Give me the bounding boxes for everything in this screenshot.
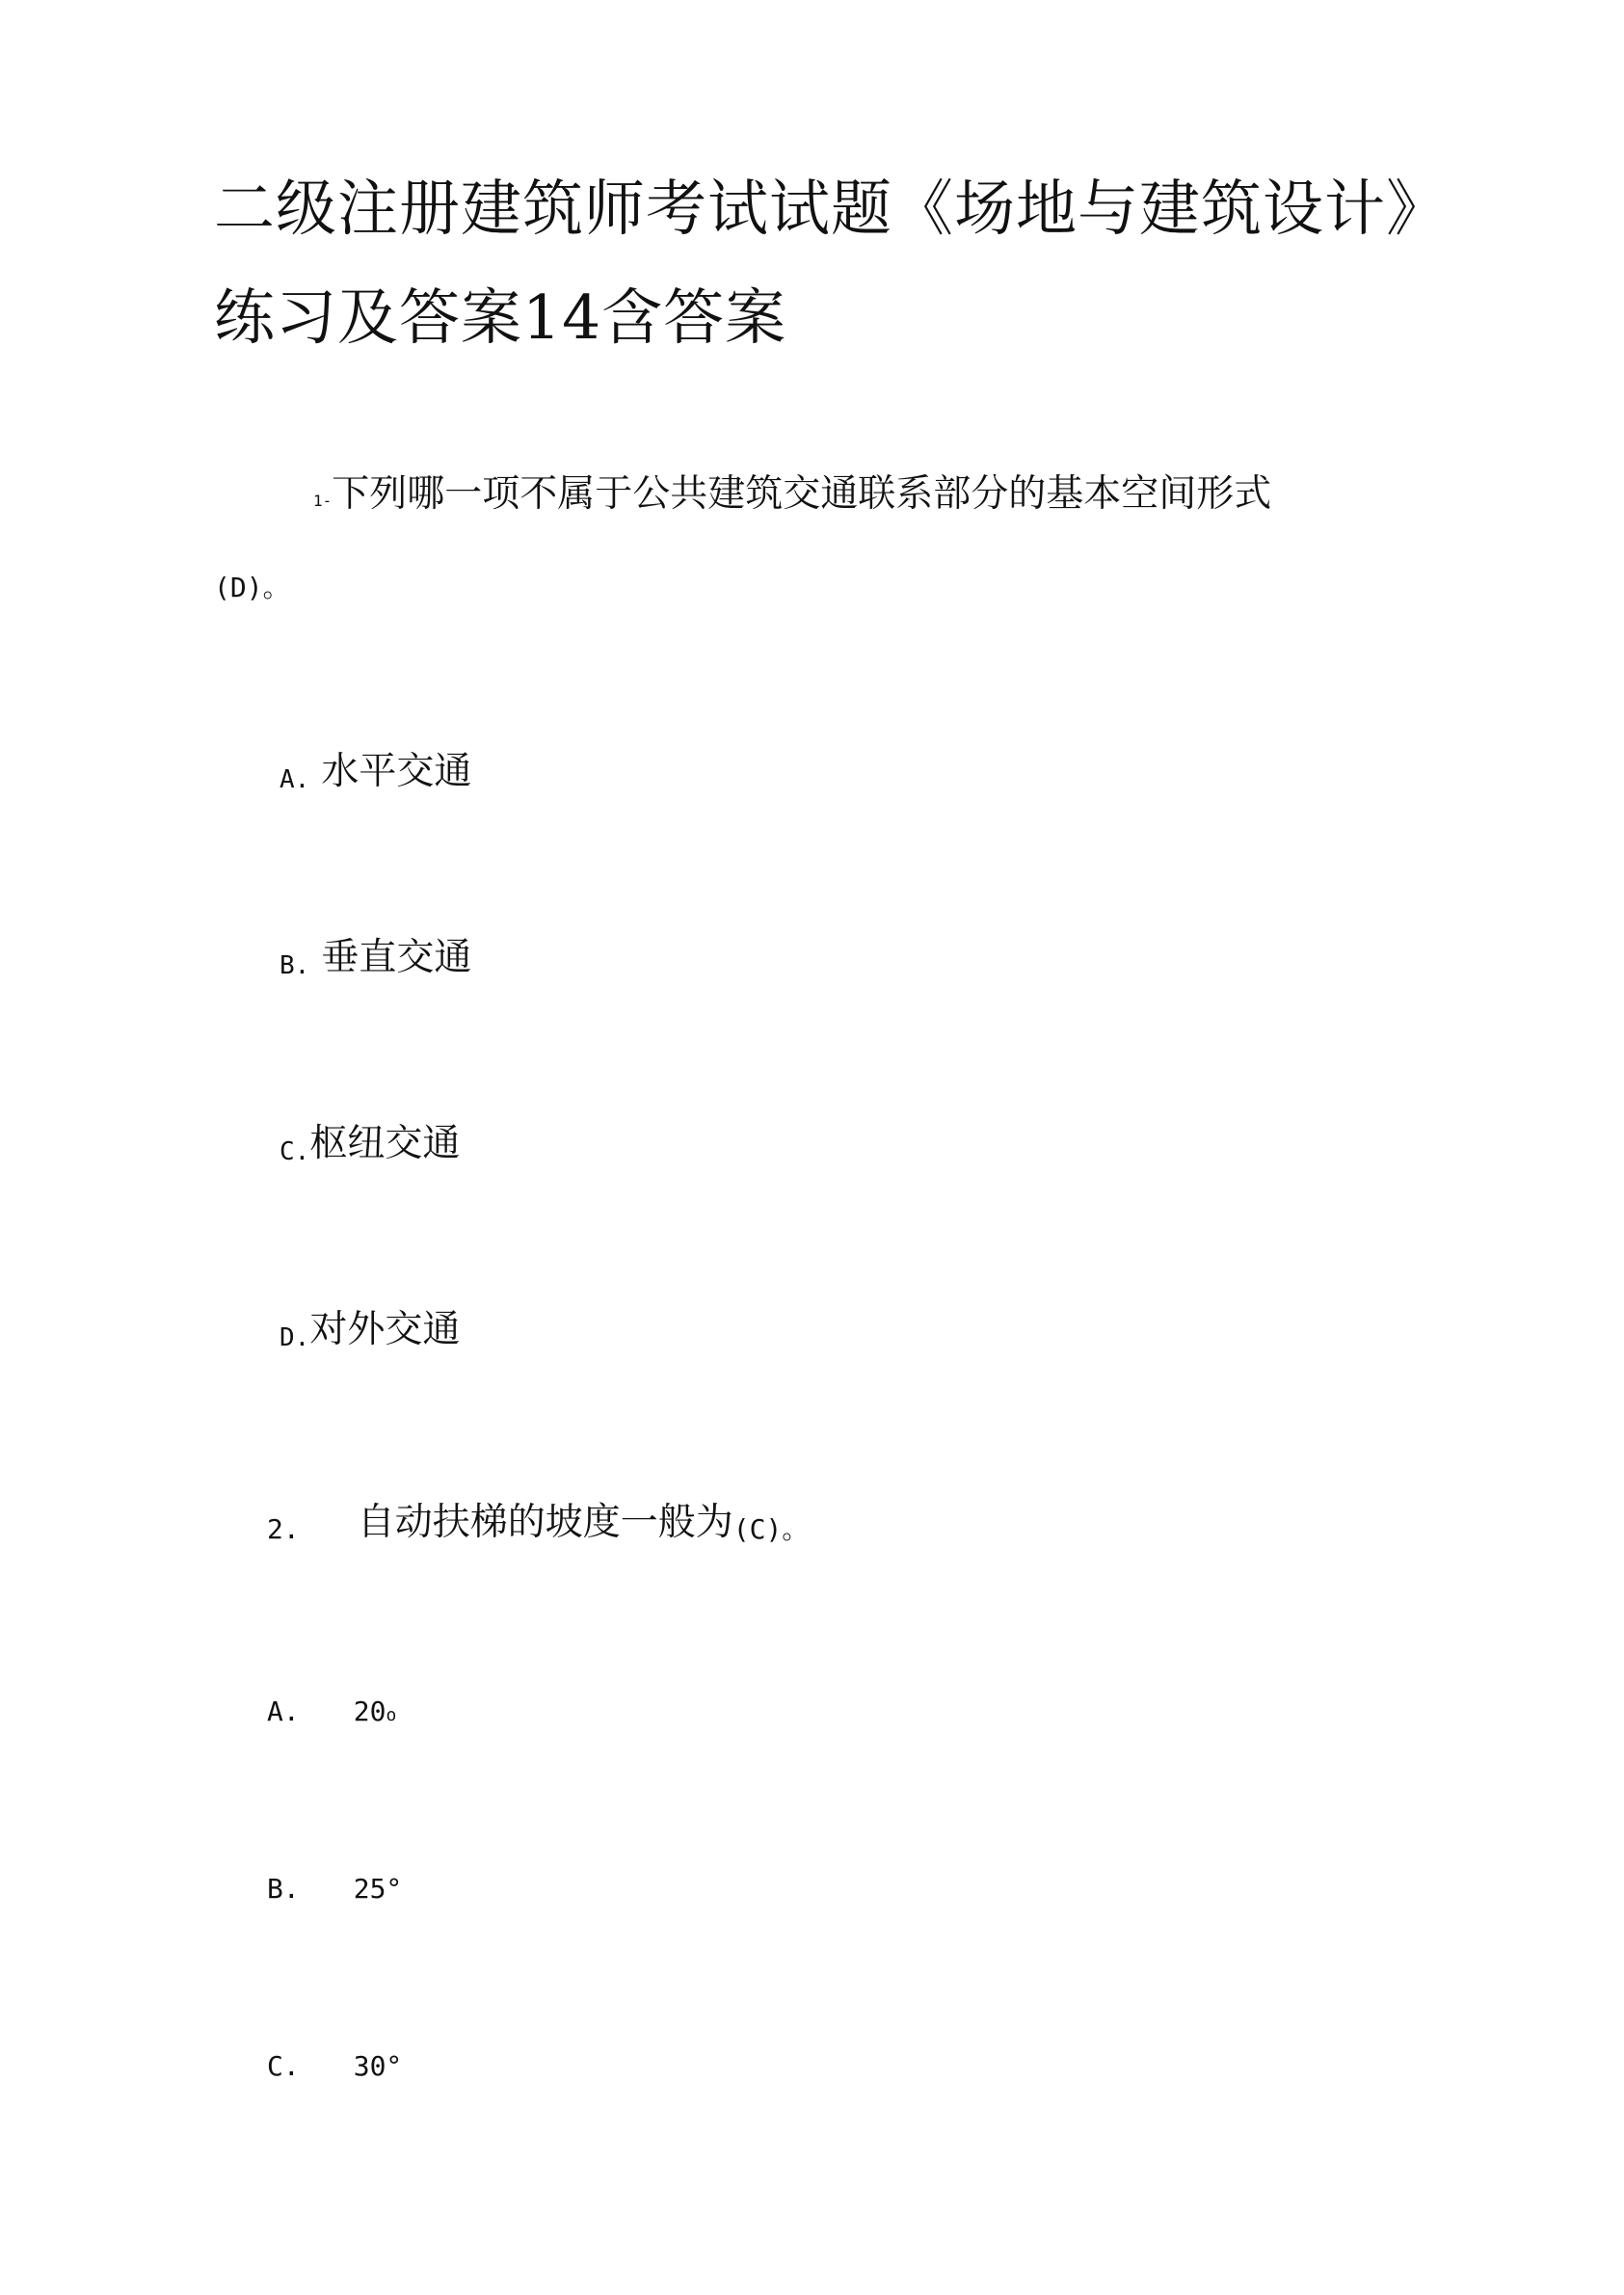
question-1-option-b — [280, 936, 472, 980]
question-1-option-a — [280, 750, 472, 794]
question-1-answer: (D)。 — [214, 572, 290, 603]
question-1-option-c — [280, 1122, 461, 1166]
question-2-number: 2. — [267, 1513, 300, 1545]
question-2-option-b — [267, 1873, 403, 1905]
option-text: 对外交通 — [309, 1308, 461, 1351]
document-title-line-1: 二级注册建筑师考试试题《场地与建筑设计》 — [214, 173, 1448, 244]
question-1-number: 1- — [313, 492, 333, 510]
question-2-option-c — [267, 2050, 403, 2082]
option-letter: B. — [267, 1873, 300, 1905]
option-letter: D. — [280, 1323, 310, 1352]
option-text: 水平交通 — [321, 750, 472, 793]
option-letter: B. — [280, 951, 310, 980]
option-text: 30° — [353, 2050, 403, 2082]
option-text: 垂直交通 — [321, 936, 472, 979]
question-1-stem-line — [313, 472, 1272, 516]
question-2-answer: (C)。 — [732, 1513, 810, 1545]
question-1-stem: 下列哪一项不属于公共建筑交通联系部分的基本空间形式 — [332, 472, 1272, 516]
question-2-stem-line — [267, 1501, 810, 1545]
option-text: 20 — [353, 1695, 386, 1727]
question-1-option-d — [280, 1308, 461, 1352]
option-letter: A. — [280, 765, 310, 794]
option-letter: C. — [267, 2050, 300, 2082]
option-suffix: o — [386, 1705, 397, 1725]
option-text: 25° — [353, 1873, 403, 1905]
question-2-option-a — [267, 1695, 397, 1727]
option-letter: C. — [280, 1137, 310, 1166]
question-2-stem: 自动扶梯的坡度一般为 — [357, 1501, 733, 1544]
option-text: 枢纽交通 — [309, 1122, 461, 1165]
document-title-line-2: 练习及答案14含答案 — [214, 282, 787, 353]
option-letter: A. — [267, 1695, 300, 1727]
